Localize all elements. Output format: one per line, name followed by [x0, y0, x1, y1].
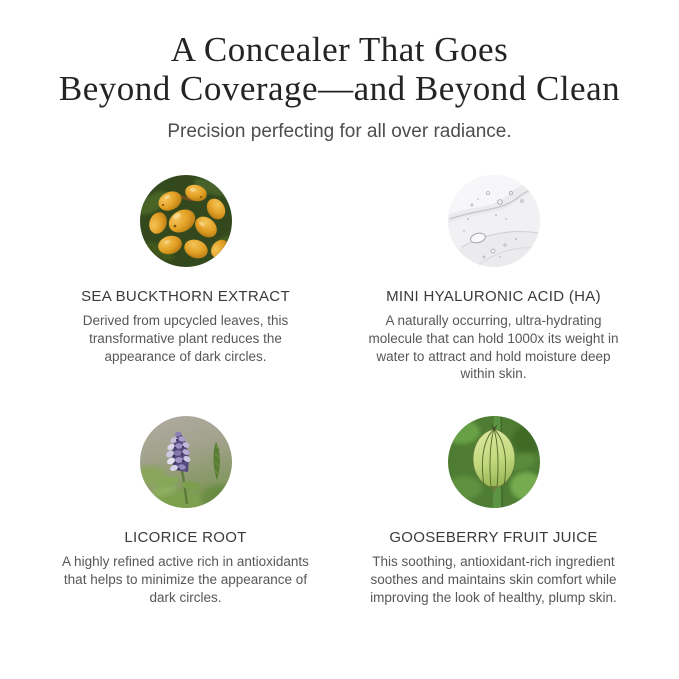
ingredient-name-licorice-root: LICORICE ROOT — [124, 529, 247, 547]
licorice-root-photo — [140, 416, 232, 508]
ingredient-description-hyaluronic-acid: A naturally occurring, ultra-hydrating molecule that can hold 1000x its weight in water to attract and hold moisture deep within skin. — [368, 313, 619, 382]
ingredient-name-hyaluronic-acid: MINI HYALURONIC ACID (HA) — [386, 288, 601, 305]
ingredient-name-sea-buckthorn: SEA BUCKTHORN EXTRACT — [81, 288, 290, 305]
page-title — [0, 31, 679, 108]
sea-buckthorn-photo — [140, 175, 232, 267]
page-subtitle: Precision perfecting for all over radiance. — [167, 121, 512, 142]
page-title-line1: A Concealer That Goes — [170, 30, 509, 69]
page-title-line2: Beyond Coverage—and Beyond Clean — [58, 68, 621, 108]
ingredient-grid — [32, 175, 648, 607]
ingredient-name-gooseberry: GOOSEBERRY FRUIT JUICE — [389, 529, 598, 547]
ingredient-description-licorice-root: A highly refined active rich in antioxidants that helps to minimize the appearance of dark circles. — [62, 554, 309, 605]
gooseberry-photo — [448, 416, 540, 508]
ingredient-card-licorice-root — [32, 416, 340, 606]
ingredient-description-sea-buckthorn: Derived from upcycled leaves, this transformative plant reduces the appearance of dark circles. — [82, 313, 289, 364]
ingredient-card-sea-buckthorn — [32, 175, 340, 383]
hyaluronic-acid-gel-photo — [448, 175, 540, 267]
ingredient-description-gooseberry: This soothing, antioxidant-rich ingredient soothes and maintains skin comfort while improving the look of healthy, plump skin. — [370, 554, 617, 605]
ingredient-card-hyaluronic-acid — [340, 175, 648, 383]
header — [0, 31, 679, 143]
ingredient-card-gooseberry — [340, 416, 648, 606]
